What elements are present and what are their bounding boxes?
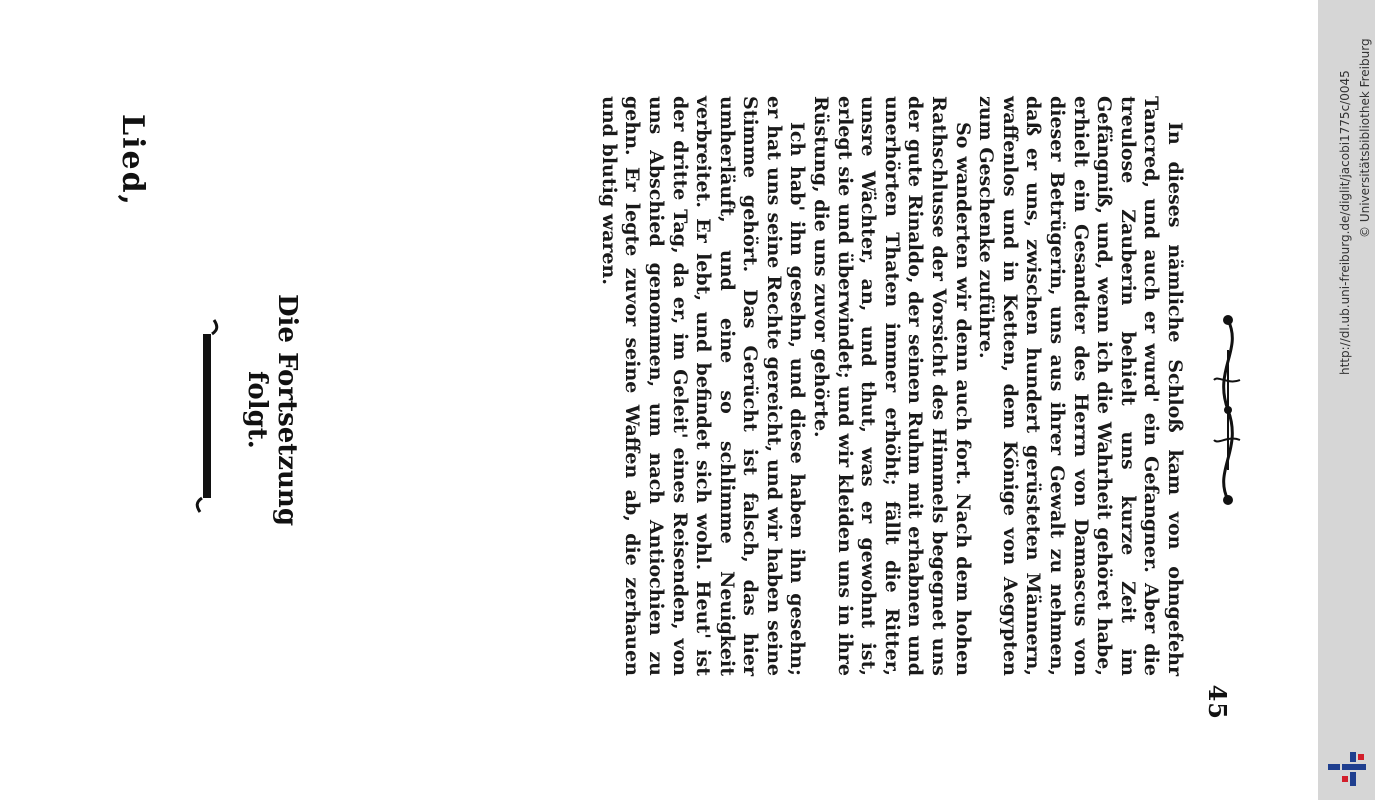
decorative-rule [194,316,220,516]
paragraph: Ich hab' ihn gesehn, und diese haben ihn gesehn; er hat uns seine Rechte gereicht, und wir haben seine Stimme gehört. Das Gerücht ist falsch, das hier umherläuft, und eine so schlimme Neuigkeit verbreitet. Er lebt, und befindet sich wohl. Heut' ist der dritte Tag, da er, im Geleit' eines Reisenden, von uns Abschied genommen, um nach Antiochien zu gehn. Er legte zuvor seine Waffen ab, die zerhauen und blutig waren. [597,96,809,676]
body-text [596,96,1186,676]
continuation-note: Die Fortsetzung folgt. [242,293,302,527]
library-logo-icon [1328,750,1366,788]
copyright-notice: © Universitätsbibliothek Freiburg [1358,38,1372,238]
page-number: 45 [1203,684,1232,720]
ornament-divider [1208,310,1248,510]
paragraph: In dieses nämliche Schloß kam von ohngefehr Tancred, und auch er wurd' ein Gefangner. Aber die treulose Zauberin behielt uns kurze Zeit im Gefängniß, und, wenn ich die Wahrheit gehöret habe, erhielt ein Gesandter des Herrn von Damascus von dieser Betrügerin, uns aus ihrer Gewalt zu nehmen, daß er uns, zwischen hundert gerüsteten Männern, waffenlos und in Ketten, dem Könige von Aegypten zum Geschenke zuführe. [975,96,1186,676]
song-title: Lied, [115,114,150,207]
source-url[interactable]: http://dl.ub.uni-freiburg.de/diglit/jacobi1775c/0045 [1338,70,1352,375]
paragraph: So wanderten wir denn auch fort. Nach dem hohen Rathschlusse der Vorsicht des Himmels begegnet uns der gute Rinaldo, der seinen Ruhm mit erhabnen und unerhörten Thaten immer erhöht; fällt die Ritter, unsre Wächter, an, und thut, was er gewohnt ist, erlegt sie und überwindet; und wir kleiden uns in ihre Rüstung, die uns zuvor gehörte. [810,96,974,676]
viewer-sidebar [1318,0,1375,800]
